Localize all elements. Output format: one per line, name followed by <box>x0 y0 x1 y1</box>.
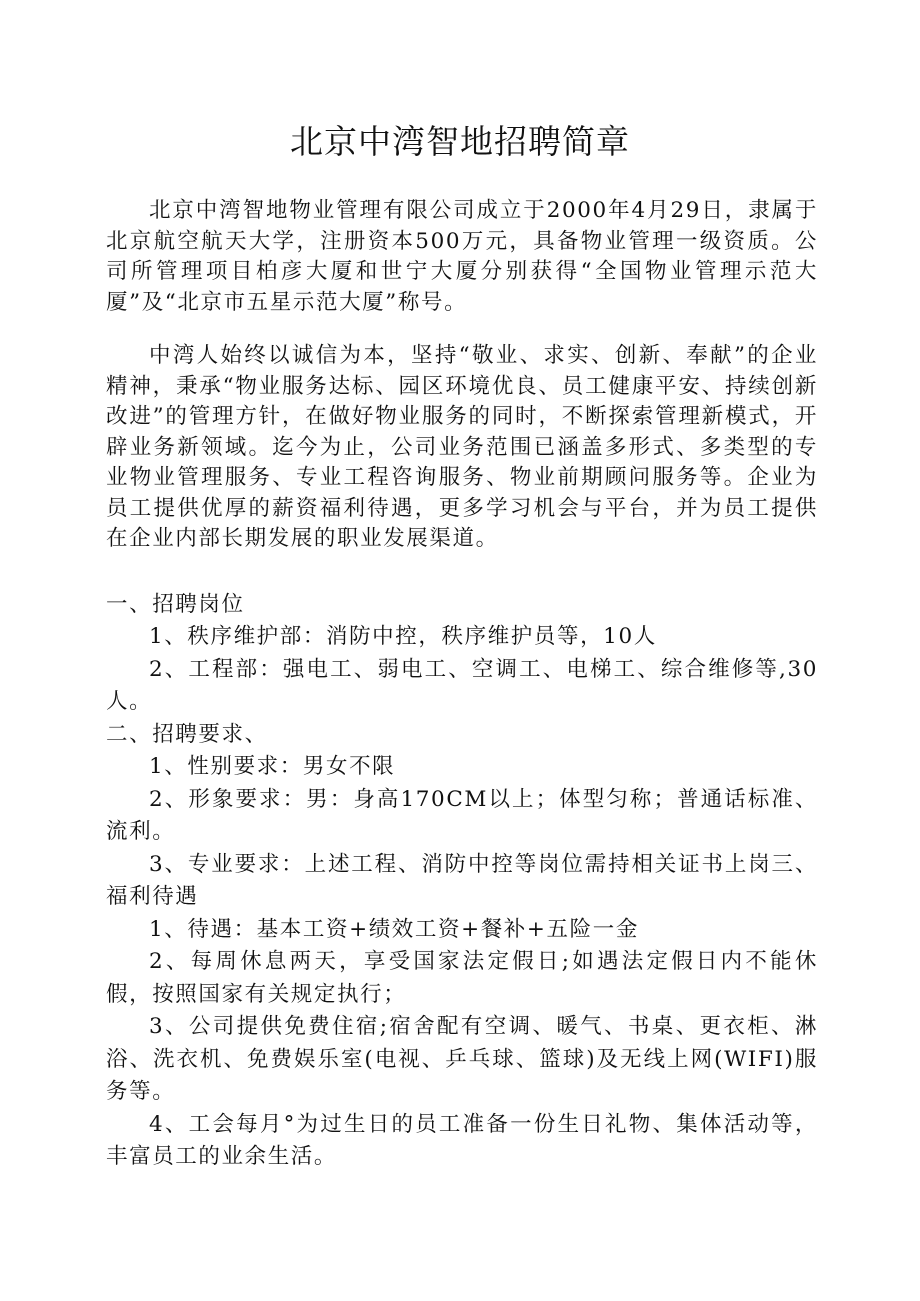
list-item-union-activities: 4、工会每月°为过生日的员工准备一份生日礼物、集体活动等，丰富员工的业余生活。 <box>106 1111 818 1169</box>
list-item-engineering-department: 2、工程部：强电工、弱电工、空调工、电梯工、综合维修等,30人。 <box>106 656 818 714</box>
intro-paragraph-1: 北京中湾智地物业管理有限公司成立于2000年4月29日，隶属于北京航空航天大学，注册资本500万元，具备物业管理一级资质。公司所管理项目柏彦大厦和世宁大厦分别获得“全国物业管理示范大厦”及“北京市五星示范大厦”称号。 <box>106 198 818 315</box>
list-item-appearance-requirement: 2、形象要求：男：身高170CM以上；体型匀称；普通话标准、流利。 <box>106 786 818 844</box>
list-item-gender-requirement: 1、性别要求：男女不限 <box>149 754 396 779</box>
section-positions <box>106 589 818 719</box>
section-benefits <box>106 914 818 1174</box>
page-title: 北京中湾智地招聘简章 <box>290 122 630 161</box>
intro-paragraph-2: 中湾人始终以诚信为本，坚持“敬业、求实、创新、奉献”的企业精神，秉承“物业服务达标、园区环境优良、员工健康平安、持续创新改进”的管理方针，在做好物业服务的同时，不断探索管理新模式，开辟业务新领域。迄今为止，公司业务范围已涵盖多形式、多类型的专业物业管理服务、专业工程咨询服务、物业前期顾问服务等。企业为员工提供优厚的薪资福利待遇，更多学习机会与平台，并为员工提供在企业内部长期发展的职业发展渠道。 <box>106 343 818 551</box>
list-item-accommodation: 3、公司提供免费住宿;宿舍配有空调、暖气、书桌、更衣柜、淋浴、洗衣机、免费娱乐室(电视、乒乓球、篮球)及无线上网(WIFI)服务等。 <box>106 1014 818 1104</box>
document-body <box>106 196 818 1174</box>
list-item-rest-days: 2、每周休息两天，享受国家法定假日;如遇法定假日内不能休假，按照国家有关规定执行； <box>106 949 818 1007</box>
list-item-security-department: 1、秩序维护部：消防中控，秩序维护员等，10人 <box>149 624 657 649</box>
section-heading-requirements: 二、招聘要求、 <box>106 721 268 747</box>
section-requirements <box>106 719 818 914</box>
list-item-professional-requirement: 3、专业要求：上述工程、消防中控等岗位需持相关证书上岗三、福利待遇 <box>106 851 818 909</box>
list-item-salary: 1、待遇：基本工资+绩效工资+餐补+五险一金 <box>149 916 639 942</box>
section-heading-positions: 一、招聘岗位 <box>106 591 245 617</box>
